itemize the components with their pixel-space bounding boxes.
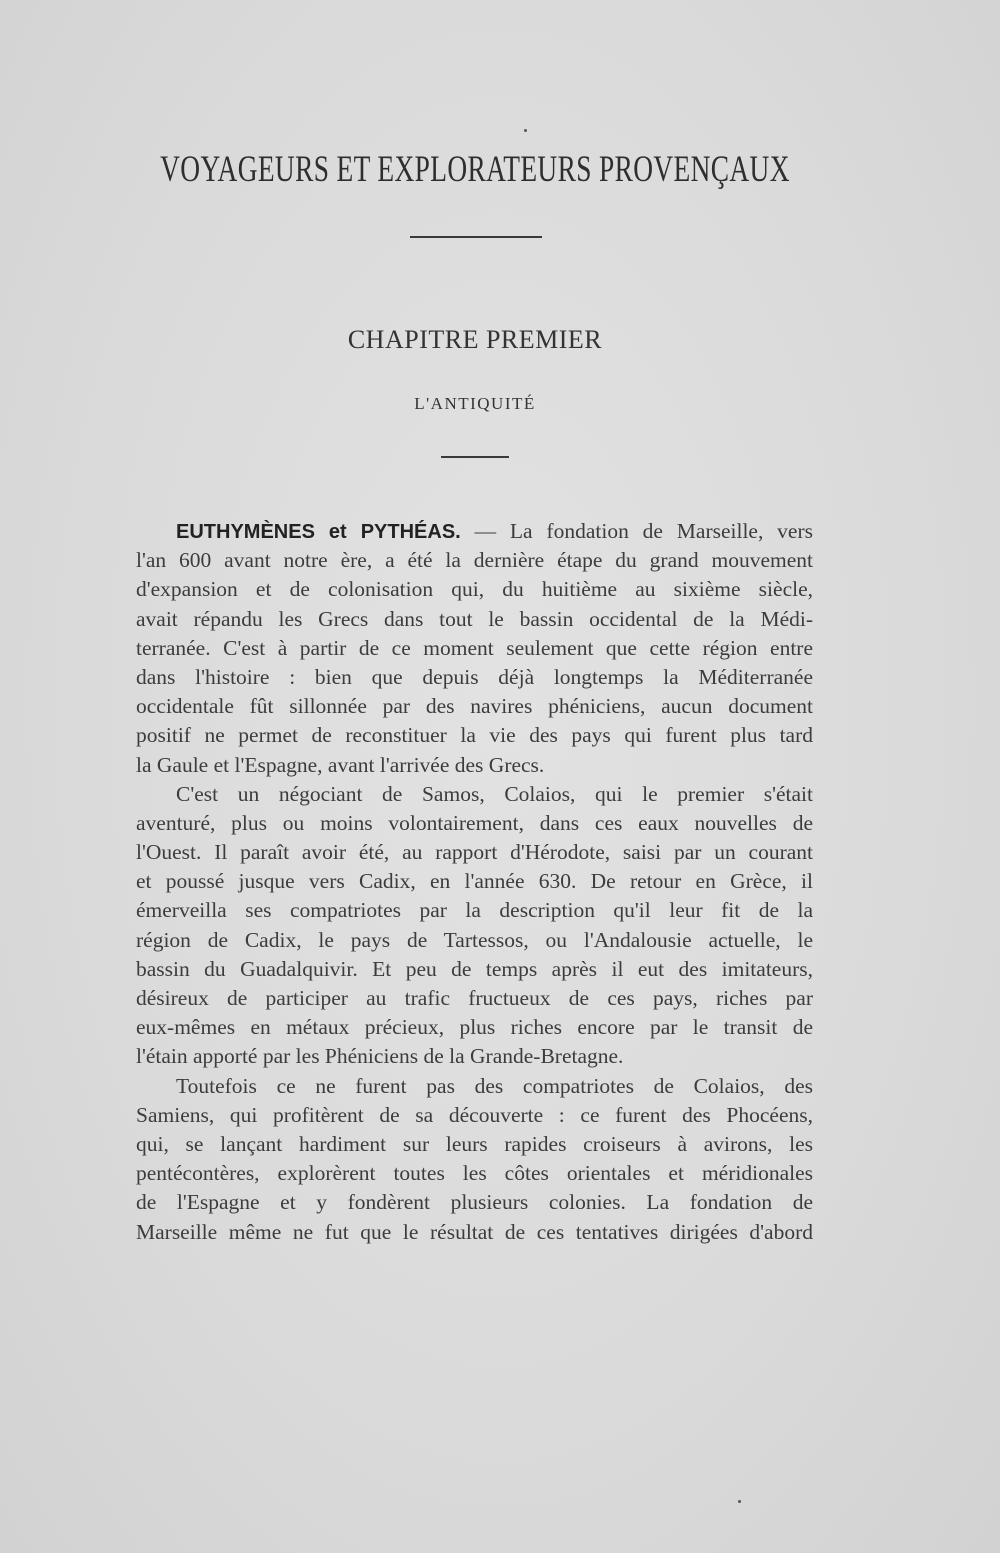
paragraph-line: eux-mêmes en métaux précieux, plus riches encore par le transit de — [136, 1015, 813, 1040]
paragraph-line: Samiens, qui profitèrent de sa découverte : ce furent des Phocéens, — [136, 1102, 813, 1127]
paragraph-line: pentécontères, explorèrent toutes les côtes orientales et méridionales — [136, 1161, 813, 1186]
paragraph-line — [136, 517, 813, 546]
paragraph-line: Marseille même ne fut que le résultat de ces tentatives dirigées d'abord — [136, 1219, 813, 1244]
section-title: L'ANTIQUITÉ — [414, 394, 536, 413]
paragraph-line: positif ne permet de reconstituer la vie des pays qui furent plus tard — [136, 723, 813, 748]
paragraph-line: dans l'histoire : bien que depuis déjà longtemps la Méditerranée — [136, 664, 813, 689]
paragraph-line: région de Cadix, le pays de Tartessos, ou l'Andalousie actuelle, le — [136, 927, 813, 952]
title-rule — [410, 236, 542, 238]
line-text: — La fondation de Marseille, vers — [460, 519, 813, 543]
paragraph-line: bassin du Guadalquivir. Et peu de temps après il eut des imitateurs, — [136, 956, 813, 981]
paragraph-line: Toutefois ce ne furent pas des compatriotes de Colaios, des — [176, 1073, 813, 1098]
paragraph-line: émerveilla ses compatriotes par la description qu'il leur fit de la — [136, 898, 813, 923]
lead-names: EUTHYMÈNES et PYTHÉAS. — [176, 521, 461, 543]
paragraph-line: terranée. C'est à partir de ce moment seulement que cette région entre — [136, 635, 813, 660]
paragraph-line: l'an 600 avant notre ère, a été la dernière étape du grand mouvement — [136, 548, 813, 573]
paragraph-line: avait répandu les Grecs dans tout le bassin occidental de la Médi- — [136, 606, 813, 631]
ink-speck — [524, 129, 527, 132]
main-title: VOYAGEURS ET EXPLORATEURS PROVENÇAUX — [160, 149, 790, 190]
paragraph-line: la Gaule et l'Espagne, avant l'arrivée des Grecs. — [136, 752, 545, 777]
paragraph-line: C'est un négociant de Samos, Colaios, qui le premier s'était — [176, 781, 813, 806]
ink-speck — [738, 1500, 741, 1503]
paragraph-line: d'expansion et de colonisation qui, du huitième au sixième siècle, — [136, 577, 813, 602]
paragraph-line: de l'Espagne et y fondèrent plusieurs colonies. La fondation de — [136, 1190, 813, 1215]
paragraph-line: aventuré, plus ou moins volontairement, dans ces eaux nouvelles de — [136, 810, 813, 835]
paragraph-line: l'étain apporté par les Phéniciens de la Grande-Bretagne. — [136, 1044, 624, 1069]
section-rule — [441, 456, 509, 458]
chapter-title: CHAPITRE PREMIER — [347, 325, 603, 354]
paragraph-line: occidentale fût sillonnée par des navires phéniciens, aucun document — [136, 694, 813, 719]
body-text — [136, 517, 813, 1247]
paragraph-line: désireux de participer au trafic fructueux de ces pays, riches par — [136, 986, 813, 1010]
paragraph-line: et poussé jusque vers Cadix, en l'année 630. De retour en Grèce, il — [136, 869, 813, 894]
paragraph-line: l'Ouest. Il paraît avoir été, au rapport d'Hérodote, saisi par un courant — [136, 840, 813, 865]
paragraph-line: qui, se lançant hardiment sur leurs rapides croiseurs à avirons, les — [136, 1131, 813, 1156]
